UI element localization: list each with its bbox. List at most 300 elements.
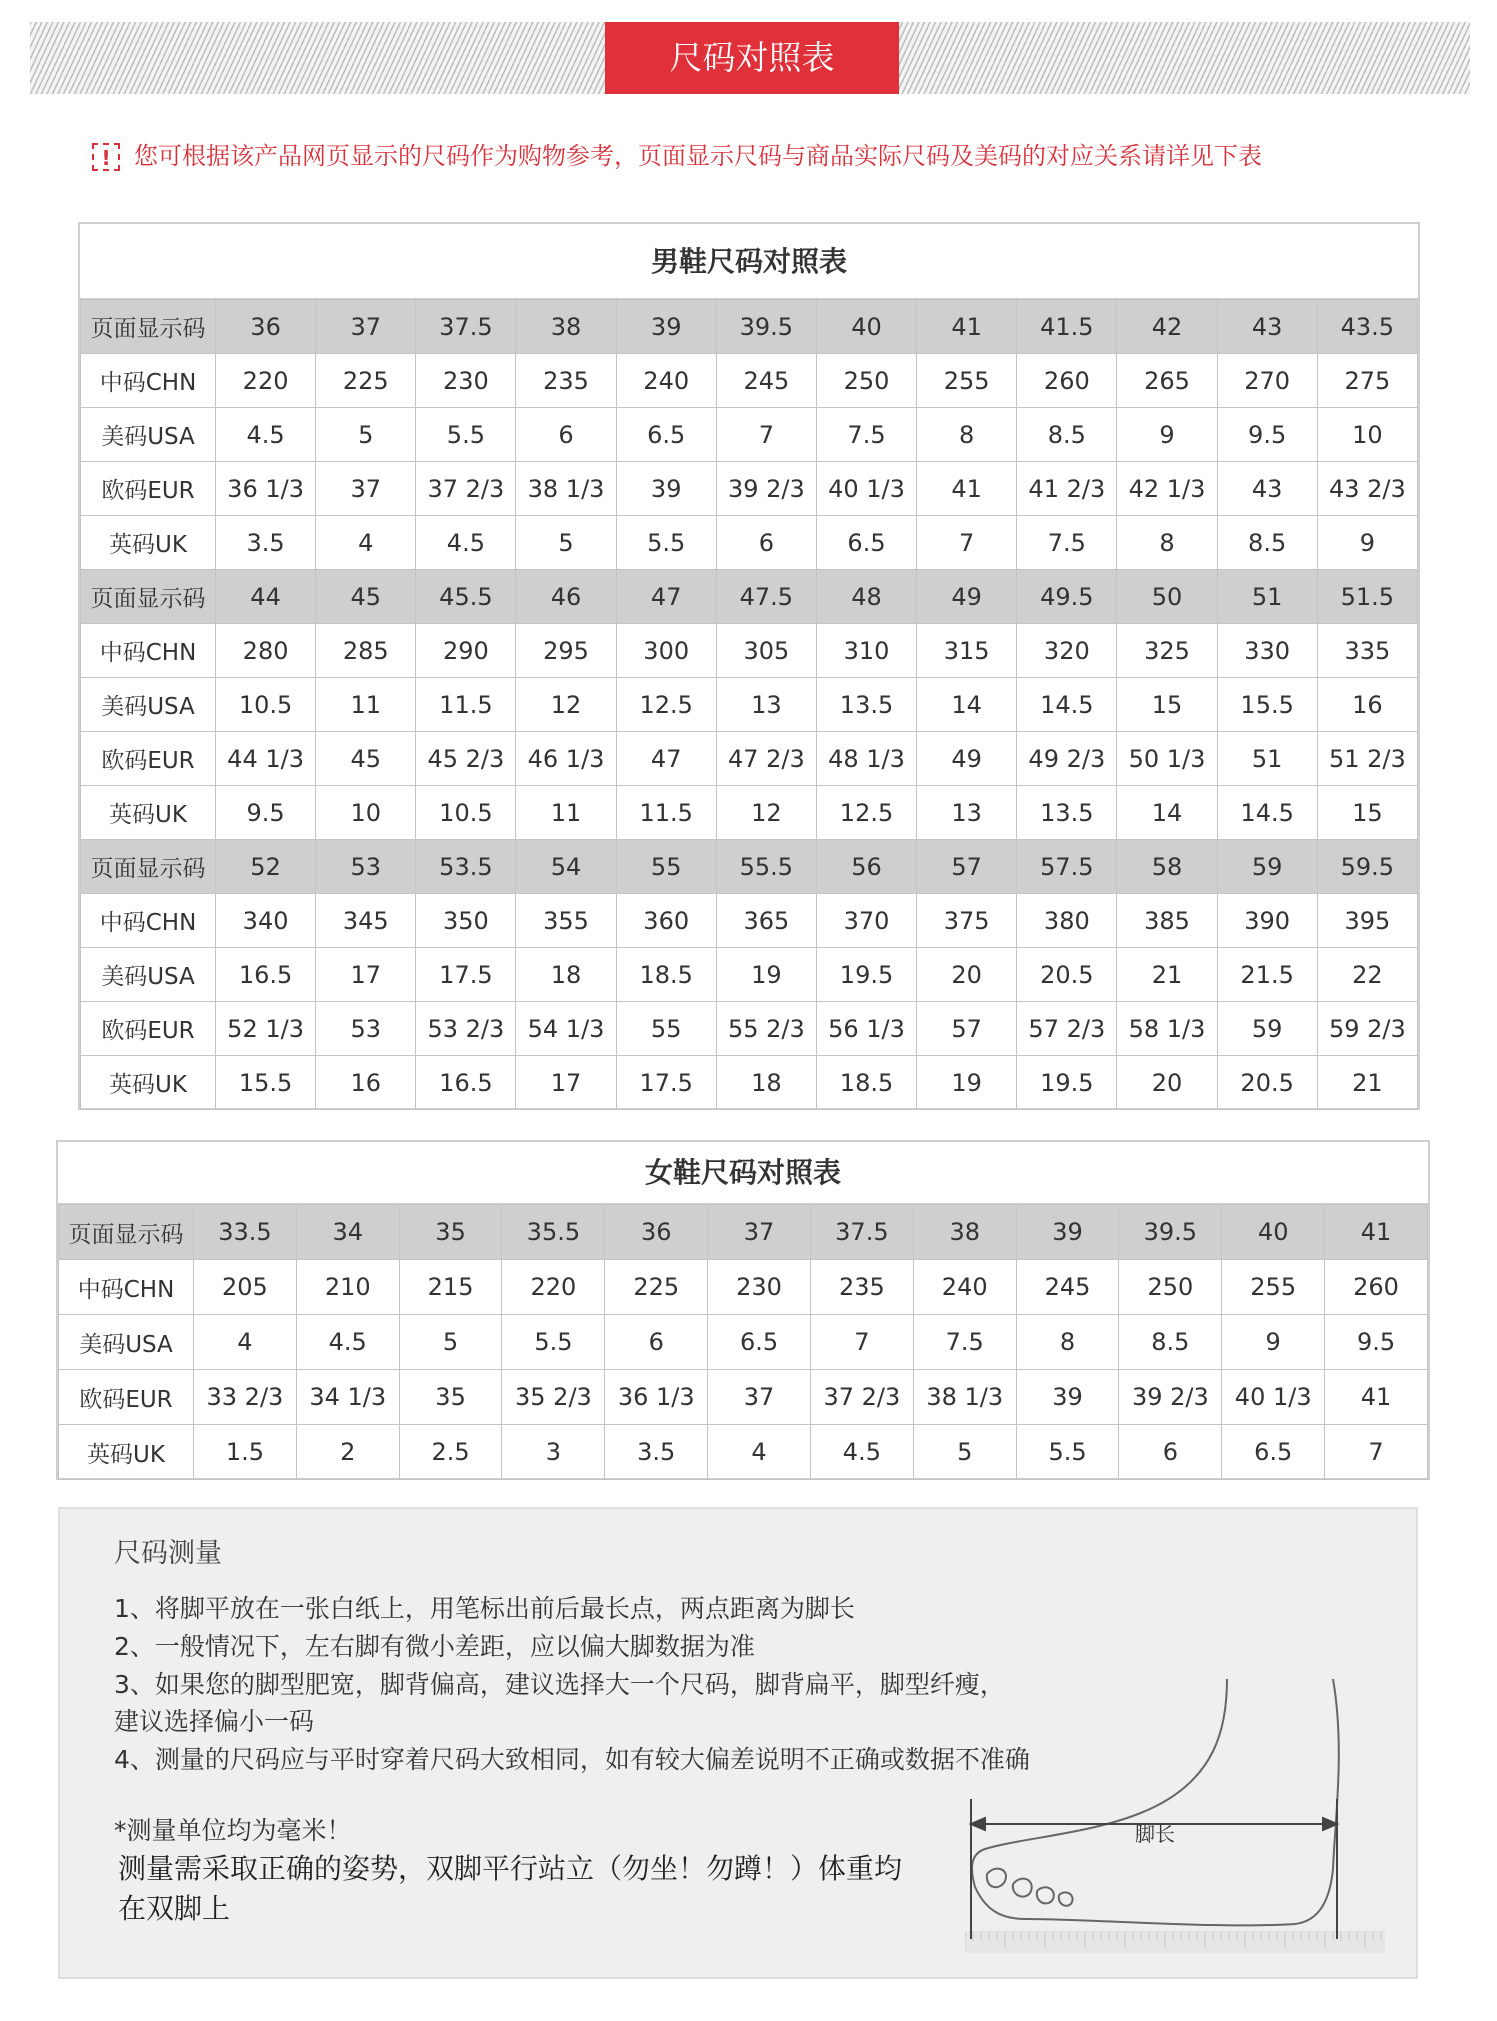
- size-cell: 20.5: [1217, 1056, 1317, 1110]
- size-cell: 47 2/3: [716, 732, 816, 786]
- size-cell: 45 2/3: [416, 732, 516, 786]
- size-cell: 42 1/3: [1117, 462, 1217, 516]
- table-row: [81, 624, 1418, 678]
- measurement-guide: [58, 1507, 1418, 1979]
- size-cell: 42: [1117, 300, 1217, 354]
- size-cell: 4.5: [416, 516, 516, 570]
- size-cell: 230: [708, 1260, 811, 1315]
- size-cell: 375: [917, 894, 1017, 948]
- size-cell: 1.5: [194, 1425, 297, 1480]
- table-row: [59, 1370, 1428, 1425]
- page-title: 尺码对照表: [605, 22, 899, 94]
- row-label: 页面显示码: [81, 570, 216, 624]
- row-label: 欧码EUR: [81, 1002, 216, 1056]
- women-size-chart: [56, 1140, 1430, 1480]
- men-size-table: [80, 299, 1418, 1110]
- size-cell: 47: [616, 732, 716, 786]
- size-cell: 34: [296, 1205, 399, 1260]
- size-cell: 37.5: [810, 1205, 913, 1260]
- size-cell: 390: [1217, 894, 1317, 948]
- size-cell: 43 2/3: [1317, 462, 1417, 516]
- table-row: [81, 354, 1418, 408]
- row-label: 美码USA: [81, 948, 216, 1002]
- size-cell: 5.5: [416, 408, 516, 462]
- size-cell: 39.5: [1119, 1205, 1222, 1260]
- men-chart-title: 男鞋尺码对照表: [80, 224, 1418, 299]
- size-cell: 6.5: [1222, 1425, 1325, 1480]
- size-cell: 4.5: [216, 408, 316, 462]
- size-cell: 4: [194, 1315, 297, 1370]
- size-cell: 7: [716, 408, 816, 462]
- size-cell: 38 1/3: [913, 1370, 1016, 1425]
- size-cell: 34 1/3: [296, 1370, 399, 1425]
- size-cell: 17.5: [416, 948, 516, 1002]
- size-cell: 9.5: [1217, 408, 1317, 462]
- size-cell: 10: [316, 786, 416, 840]
- size-cell: 51: [1217, 732, 1317, 786]
- size-cell: 11: [516, 786, 616, 840]
- size-cell: 15.5: [216, 1056, 316, 1110]
- table-row: [59, 1315, 1428, 1370]
- size-cell: 6.5: [816, 516, 916, 570]
- size-cell: 14.5: [1217, 786, 1317, 840]
- table-row: [81, 732, 1418, 786]
- size-cell: 37: [708, 1370, 811, 1425]
- size-cell: 2.5: [399, 1425, 502, 1480]
- size-cell: 16.5: [416, 1056, 516, 1110]
- table-row: [81, 462, 1418, 516]
- size-cell: 260: [1017, 354, 1117, 408]
- size-cell: 49: [917, 732, 1017, 786]
- size-cell: 49.5: [1017, 570, 1117, 624]
- size-cell: 13: [917, 786, 1017, 840]
- size-cell: 220: [502, 1260, 605, 1315]
- size-cell: 4: [708, 1425, 811, 1480]
- size-cell: 330: [1217, 624, 1317, 678]
- women-chart-title: 女鞋尺码对照表: [58, 1142, 1428, 1204]
- size-cell: 53 2/3: [416, 1002, 516, 1056]
- women-size-table: [58, 1204, 1428, 1480]
- size-cell: 12: [716, 786, 816, 840]
- size-cell: 39: [616, 462, 716, 516]
- table-row: [81, 516, 1418, 570]
- size-cell: 33.5: [194, 1205, 297, 1260]
- size-cell: 270: [1217, 354, 1317, 408]
- row-label: 美码USA: [81, 408, 216, 462]
- row-label: 欧码EUR: [59, 1370, 194, 1425]
- size-cell: 41.5: [1017, 300, 1117, 354]
- size-cell: 20: [917, 948, 1017, 1002]
- size-cell: 51 2/3: [1317, 732, 1417, 786]
- size-cell: 380: [1017, 894, 1117, 948]
- size-cell: 5.5: [1016, 1425, 1119, 1480]
- size-cell: 12.5: [816, 786, 916, 840]
- size-cell: 54: [516, 840, 616, 894]
- men-size-chart: [78, 222, 1420, 1110]
- size-cell: 7: [917, 516, 1017, 570]
- row-label: 欧码EUR: [81, 732, 216, 786]
- size-cell: 13.5: [1017, 786, 1117, 840]
- size-cell: 55: [616, 1002, 716, 1056]
- size-cell: 250: [816, 354, 916, 408]
- size-cell: 290: [416, 624, 516, 678]
- size-cell: 17: [316, 948, 416, 1002]
- size-cell: 295: [516, 624, 616, 678]
- size-cell: 245: [1016, 1260, 1119, 1315]
- size-cell: 2: [296, 1425, 399, 1480]
- size-cell: 11.5: [416, 678, 516, 732]
- unit-note: *测量单位均为毫米！: [114, 1816, 352, 1845]
- size-cell: 37 2/3: [810, 1370, 913, 1425]
- size-cell: 8.5: [1217, 516, 1317, 570]
- size-cell: 4.5: [810, 1425, 913, 1480]
- size-cell: 35: [399, 1370, 502, 1425]
- size-cell: 10.5: [416, 786, 516, 840]
- size-cell: 19: [917, 1056, 1017, 1110]
- size-cell: 14: [917, 678, 1017, 732]
- size-cell: 265: [1117, 354, 1217, 408]
- size-cell: 56 1/3: [816, 1002, 916, 1056]
- size-cell: 44: [216, 570, 316, 624]
- size-cell: 275: [1317, 354, 1417, 408]
- exclamation-icon: !: [92, 143, 120, 171]
- size-cell: 37 2/3: [416, 462, 516, 516]
- size-cell: 205: [194, 1260, 297, 1315]
- table-row: [81, 786, 1418, 840]
- size-cell: 340: [216, 894, 316, 948]
- size-cell: 13.5: [816, 678, 916, 732]
- row-label: 美码USA: [81, 678, 216, 732]
- row-label: 中码CHN: [81, 354, 216, 408]
- size-cell: 21: [1317, 1056, 1417, 1110]
- size-cell: 55.5: [716, 840, 816, 894]
- measurement-step: 3、如果您的脚型肥宽，脚背偏高，建议选择大一个尺码，脚背扁平，脚型纤瘦，: [114, 1670, 1005, 1699]
- row-label: 中码CHN: [81, 624, 216, 678]
- table-row: [81, 1002, 1418, 1056]
- size-cell: 240: [616, 354, 716, 408]
- size-cell: 7: [1325, 1425, 1428, 1480]
- size-cell: 53: [316, 1002, 416, 1056]
- size-cell: 14.5: [1017, 678, 1117, 732]
- size-cell: 43: [1217, 462, 1317, 516]
- size-cell: 14: [1117, 786, 1217, 840]
- table-row: [81, 948, 1418, 1002]
- size-cell: 17: [516, 1056, 616, 1110]
- size-cell: 36: [216, 300, 316, 354]
- size-cell: 39: [1016, 1205, 1119, 1260]
- size-cell: 360: [616, 894, 716, 948]
- size-cell: 40: [816, 300, 916, 354]
- size-cell: 47: [616, 570, 716, 624]
- foot-measurement-illustration: [965, 1669, 1395, 1969]
- size-cell: 10: [1317, 408, 1417, 462]
- size-cell: 21: [1117, 948, 1217, 1002]
- size-cell: 385: [1117, 894, 1217, 948]
- size-cell: 59.5: [1317, 840, 1417, 894]
- size-cell: 5.5: [616, 516, 716, 570]
- size-cell: 345: [316, 894, 416, 948]
- size-cell: 6.5: [616, 408, 716, 462]
- table-row: [81, 408, 1418, 462]
- notice-text: 您可根据该产品网页显示的尺码作为购物参考，页面显示尺码与商品实际尺码及美码的对应关系请详见下表: [134, 142, 1262, 170]
- size-cell: 37.5: [416, 300, 516, 354]
- size-cell: 38: [516, 300, 616, 354]
- size-cell: 59: [1217, 840, 1317, 894]
- size-cell: 58: [1117, 840, 1217, 894]
- table-header-row: [81, 840, 1418, 894]
- size-cell: 22: [1317, 948, 1417, 1002]
- length-arrow-icon: [971, 1799, 1337, 1939]
- size-cell: 43.5: [1317, 300, 1417, 354]
- size-cell: 35: [399, 1205, 502, 1260]
- size-cell: 15.5: [1217, 678, 1317, 732]
- table-row: [81, 894, 1418, 948]
- size-cell: 51.5: [1317, 570, 1417, 624]
- size-cell: 255: [1222, 1260, 1325, 1315]
- size-cell: 8: [1117, 516, 1217, 570]
- size-cell: 235: [516, 354, 616, 408]
- table-header-row: [81, 300, 1418, 354]
- size-cell: 52 1/3: [216, 1002, 316, 1056]
- measurement-step: 4、测量的尺码应与平时穿着尺码大致相同，如有较大偏差说明不正确或数据不准确: [114, 1745, 1030, 1774]
- size-cell: 48: [816, 570, 916, 624]
- size-cell: 46: [516, 570, 616, 624]
- size-cell: 19: [716, 948, 816, 1002]
- size-cell: 37: [316, 300, 416, 354]
- size-cell: 5: [913, 1425, 1016, 1480]
- size-cell: 260: [1325, 1260, 1428, 1315]
- size-cell: 46 1/3: [516, 732, 616, 786]
- size-cell: 365: [716, 894, 816, 948]
- size-cell: 59 2/3: [1317, 1002, 1417, 1056]
- size-cell: 280: [216, 624, 316, 678]
- size-cell: 39.5: [716, 300, 816, 354]
- size-cell: 57.5: [1017, 840, 1117, 894]
- size-cell: 235: [810, 1260, 913, 1315]
- row-label: 中码CHN: [81, 894, 216, 948]
- size-cell: 39 2/3: [1119, 1370, 1222, 1425]
- size-cell: 36 1/3: [605, 1370, 708, 1425]
- size-cell: 52: [216, 840, 316, 894]
- size-cell: 39: [616, 300, 716, 354]
- size-cell: 50 1/3: [1117, 732, 1217, 786]
- size-cell: 9.5: [1325, 1315, 1428, 1370]
- size-cell: 8.5: [1017, 408, 1117, 462]
- size-cell: 51: [1217, 570, 1317, 624]
- size-cell: 395: [1317, 894, 1417, 948]
- size-cell: 355: [516, 894, 616, 948]
- size-cell: 9: [1317, 516, 1417, 570]
- size-cell: 370: [816, 894, 916, 948]
- size-cell: 8: [1016, 1315, 1119, 1370]
- size-cell: 255: [917, 354, 1017, 408]
- size-cell: 37: [316, 462, 416, 516]
- size-cell: 5: [316, 408, 416, 462]
- size-cell: 58 1/3: [1117, 1002, 1217, 1056]
- size-cell: 39 2/3: [716, 462, 816, 516]
- size-cell: 47.5: [716, 570, 816, 624]
- size-cell: 5: [399, 1315, 502, 1370]
- size-cell: 5.5: [502, 1315, 605, 1370]
- size-cell: 50: [1117, 570, 1217, 624]
- size-cell: 6: [516, 408, 616, 462]
- foot-length-label: 脚长: [1135, 1824, 1175, 1846]
- size-cell: 35 2/3: [502, 1370, 605, 1425]
- size-cell: 48 1/3: [816, 732, 916, 786]
- size-cell: 335: [1317, 624, 1417, 678]
- size-cell: 21.5: [1217, 948, 1317, 1002]
- size-cell: 45: [316, 570, 416, 624]
- size-cell: 18: [516, 948, 616, 1002]
- size-cell: 285: [316, 624, 416, 678]
- size-cell: 325: [1117, 624, 1217, 678]
- size-cell: 9.5: [216, 786, 316, 840]
- size-cell: 19.5: [816, 948, 916, 1002]
- size-cell: 4.5: [296, 1315, 399, 1370]
- size-cell: 215: [399, 1260, 502, 1315]
- size-cell: 15: [1117, 678, 1217, 732]
- measurement-step: 2、一般情况下，左右脚有微小差距，应以偏大脚数据为准: [114, 1632, 755, 1661]
- size-cell: 5: [516, 516, 616, 570]
- size-cell: 35.5: [502, 1205, 605, 1260]
- size-cell: 6: [605, 1315, 708, 1370]
- size-cell: 56: [816, 840, 916, 894]
- size-cell: 4: [316, 516, 416, 570]
- size-cell: 12: [516, 678, 616, 732]
- size-cell: 7.5: [816, 408, 916, 462]
- size-cell: 36 1/3: [216, 462, 316, 516]
- measurement-title: 尺码测量: [114, 1538, 222, 1569]
- size-cell: 45.5: [416, 570, 516, 624]
- size-cell: 38: [913, 1205, 1016, 1260]
- size-cell: 39: [1016, 1370, 1119, 1425]
- size-cell: 3.5: [216, 516, 316, 570]
- size-cell: 3.5: [605, 1425, 708, 1480]
- size-cell: 41: [917, 462, 1017, 516]
- table-row: [81, 1056, 1418, 1110]
- size-cell: 40 1/3: [816, 462, 916, 516]
- size-cell: 245: [716, 354, 816, 408]
- row-label: 页面显示码: [81, 840, 216, 894]
- table-row: [59, 1425, 1428, 1480]
- row-label: 页面显示码: [59, 1205, 194, 1260]
- size-cell: 18.5: [616, 948, 716, 1002]
- table-header-row: [81, 570, 1418, 624]
- size-cell: 53.5: [416, 840, 516, 894]
- size-cell: 210: [296, 1260, 399, 1315]
- size-cell: 220: [216, 354, 316, 408]
- size-cell: 57 2/3: [1017, 1002, 1117, 1056]
- size-cell: 16: [316, 1056, 416, 1110]
- size-cell: 225: [316, 354, 416, 408]
- size-cell: 305: [716, 624, 816, 678]
- size-cell: 43: [1217, 300, 1317, 354]
- size-cell: 55: [616, 840, 716, 894]
- size-cell: 3: [502, 1425, 605, 1480]
- size-cell: 315: [917, 624, 1017, 678]
- size-cell: 19.5: [1017, 1056, 1117, 1110]
- size-cell: 49: [917, 570, 1017, 624]
- size-cell: 45: [316, 732, 416, 786]
- size-cell: 8.5: [1119, 1315, 1222, 1370]
- size-cell: 18.5: [816, 1056, 916, 1110]
- size-cell: 12.5: [616, 678, 716, 732]
- row-label: 中码CHN: [59, 1260, 194, 1315]
- row-label: 英码UK: [81, 786, 216, 840]
- size-cell: 11: [316, 678, 416, 732]
- size-cell: 41 2/3: [1017, 462, 1117, 516]
- size-cell: 320: [1017, 624, 1117, 678]
- posture-note-line2: 在双脚上: [118, 1892, 231, 1925]
- size-cell: 41: [1325, 1205, 1428, 1260]
- size-cell: 18: [716, 1056, 816, 1110]
- size-cell: 49 2/3: [1017, 732, 1117, 786]
- size-cell: 6: [716, 516, 816, 570]
- size-cell: 44 1/3: [216, 732, 316, 786]
- row-label: 欧码EUR: [81, 462, 216, 516]
- table-row: [81, 678, 1418, 732]
- size-cell: 15: [1317, 786, 1417, 840]
- foot-icon: [972, 1679, 1339, 1925]
- size-cell: 6.5: [708, 1315, 811, 1370]
- size-cell: 20.5: [1017, 948, 1117, 1002]
- size-cell: 9: [1117, 408, 1217, 462]
- table-header-row: [59, 1205, 1428, 1260]
- row-label: 美码USA: [59, 1315, 194, 1370]
- row-label: 英码UK: [81, 516, 216, 570]
- row-label: 页面显示码: [81, 300, 216, 354]
- measurement-step: 1、将脚平放在一张白纸上，用笔标出前后最长点，两点距离为脚长: [114, 1594, 855, 1623]
- row-label: 英码UK: [59, 1425, 194, 1480]
- ruler-icon: [965, 1931, 1385, 1953]
- size-cell: 225: [605, 1260, 708, 1315]
- size-cell: 300: [616, 624, 716, 678]
- size-cell: 16: [1317, 678, 1417, 732]
- size-cell: 33 2/3: [194, 1370, 297, 1425]
- size-cell: 7: [810, 1315, 913, 1370]
- size-cell: 57: [917, 1002, 1017, 1056]
- size-cell: 53: [316, 840, 416, 894]
- size-cell: 11.5: [616, 786, 716, 840]
- size-cell: 37: [708, 1205, 811, 1260]
- size-cell: 250: [1119, 1260, 1222, 1315]
- size-cell: 38 1/3: [516, 462, 616, 516]
- size-cell: 40: [1222, 1205, 1325, 1260]
- posture-note-line1: 测量需采取正确的姿势，双脚平行站立（勿坐！勿蹲！）体重均: [118, 1852, 903, 1885]
- size-cell: 310: [816, 624, 916, 678]
- size-cell: 54 1/3: [516, 1002, 616, 1056]
- size-cell: 16.5: [216, 948, 316, 1002]
- size-cell: 7.5: [913, 1315, 1016, 1370]
- size-cell: 20: [1117, 1056, 1217, 1110]
- size-cell: 10.5: [216, 678, 316, 732]
- size-cell: 240: [913, 1260, 1016, 1315]
- size-cell: 55 2/3: [716, 1002, 816, 1056]
- size-cell: 9: [1222, 1315, 1325, 1370]
- measurement-step: 建议选择偏小一码: [114, 1707, 315, 1736]
- size-cell: 40 1/3: [1222, 1370, 1325, 1425]
- row-label: 英码UK: [81, 1056, 216, 1110]
- size-cell: 36: [605, 1205, 708, 1260]
- size-cell: 17.5: [616, 1056, 716, 1110]
- size-cell: 41: [1325, 1370, 1428, 1425]
- size-cell: 7.5: [1017, 516, 1117, 570]
- size-cell: 57: [917, 840, 1017, 894]
- size-cell: 59: [1217, 1002, 1317, 1056]
- size-cell: 6: [1119, 1425, 1222, 1480]
- size-cell: 230: [416, 354, 516, 408]
- size-cell: 41: [917, 300, 1017, 354]
